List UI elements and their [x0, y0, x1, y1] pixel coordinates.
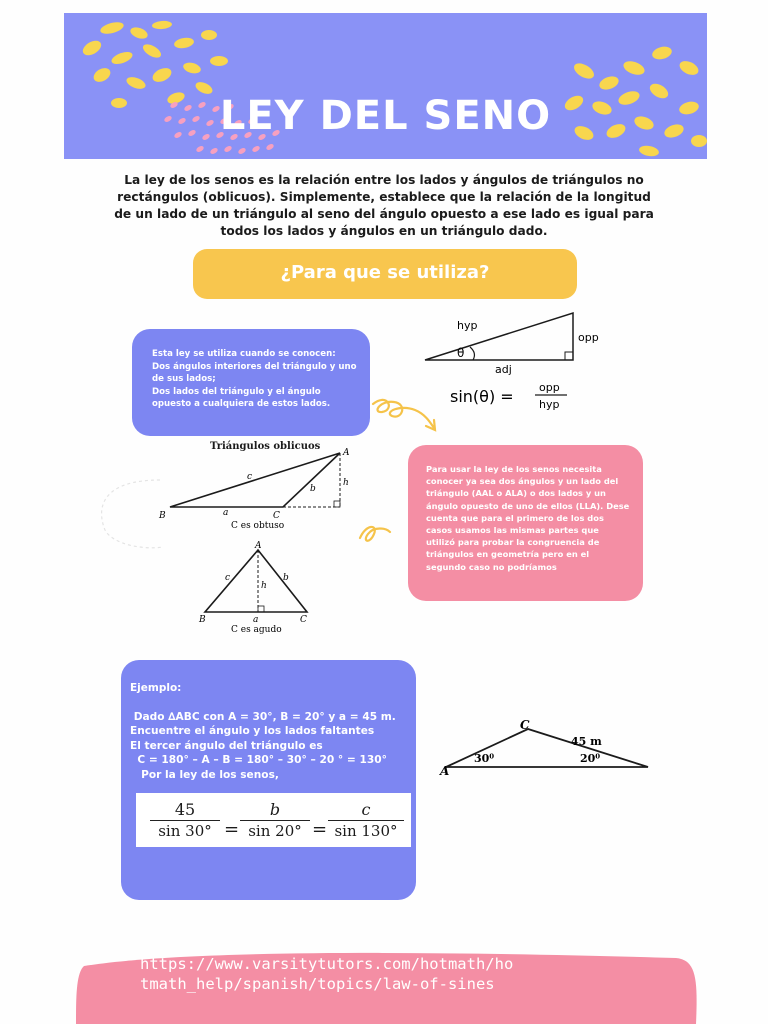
acute-vertex-a: A	[255, 541, 262, 551]
source-url[interactable]	[140, 954, 570, 994]
page-title: LEY DEL SENO	[219, 93, 552, 139]
fraction-3-num: c	[328, 800, 404, 821]
header-banner	[64, 13, 707, 159]
need-card-text: Para usar la ley de los senos necesita conocer ya sea dos ángulos y un lado del triángulo (AAL o ALA) o dos lados y un ángulo opuesto de uno de ellos (LLA). Dese cuenta que para el primero de los dos casos usamos las mismas partes que utilizó para probar la congruencia de triángulos en geometría pero en el segundo caso no podríamos	[426, 464, 630, 572]
example-side-label: 45 m	[571, 735, 602, 748]
intro-paragraph: La ley de los senos es la relación entre los lados y ángulos de triángulos no rectángulos (oblicuos). Simplemente, establece que la relación de la longitud de un lado de un triángulo al seno del ángulo opuesto a ese lado es igual para todos los lados y ángulos en un triángulo dado.	[114, 173, 654, 238]
obtuse-triangle-diagram	[155, 445, 365, 540]
obtuse-vertex-c: C	[273, 511, 280, 521]
sin-formula-den: hyp	[539, 398, 560, 411]
obtuse-side-a: a	[223, 508, 229, 518]
decorative-arc	[85, 475, 165, 555]
fraction-2	[240, 800, 310, 840]
obtuse-height-h: h	[343, 478, 349, 488]
obtuse-vertex-b: B	[159, 511, 166, 521]
obtuse-side-b: b	[310, 484, 316, 494]
example-angle-b: 20⁰	[580, 752, 601, 765]
fraction-3-den: sin 130°	[334, 822, 398, 840]
obtuse-label: C es obtuso	[231, 521, 285, 531]
equals-sign-2: =	[312, 819, 328, 840]
adj-label: adj	[495, 363, 512, 376]
acute-side-a: a	[253, 615, 259, 625]
fraction-1-num: 45	[150, 800, 220, 821]
sin-formula-lhs: sin(θ) =	[450, 387, 514, 406]
fraction-1-den: sin 30°	[158, 822, 212, 840]
acute-side-b: b	[283, 573, 289, 583]
source-url-line-1[interactable]: https://www.varsitytutors.com/hotmath/ho	[140, 955, 514, 973]
hyp-label: hyp	[457, 319, 478, 332]
fraction-1	[150, 800, 220, 840]
oblique-caption: Triángulos oblicuos	[210, 441, 321, 452]
acute-height-h: h	[261, 581, 267, 591]
equals-sign-1: =	[224, 819, 240, 840]
source-url-line-2[interactable]: tmath_help/spanish/topics/law-of-sines	[140, 975, 495, 993]
section-heading: ¿Para que se utiliza?	[280, 262, 490, 283]
fraction-2-den: sin 20°	[248, 822, 302, 840]
acute-triangle-diagram	[195, 540, 325, 635]
example-vertex-a: A	[440, 764, 450, 778]
fraction-3	[328, 800, 404, 840]
obtuse-side-c: c	[247, 472, 253, 482]
example-angle-a: 30⁰	[474, 752, 495, 765]
squiggle-arrow-icon	[370, 392, 445, 437]
example-vertex-c: C	[520, 718, 530, 732]
fraction-2-num: b	[240, 800, 310, 821]
obtuse-vertex-a: A	[343, 448, 350, 458]
example-text: Dado ∆ABC con A = 30°, B = 20° y a = 45 m. Encuentre el ángulo y los lados faltantes El tercer ángulo del triángulo es C = 180° – A – B = 180° – 30° – 20 ° = 130° Por la ley de los senos,	[130, 711, 396, 781]
uses-card-text: Esta ley se utiliza cuando se conocen: Dos ángulos interiores del triángulo y uno de sus lados; Dos lados del triángulo y el ángulo opuesto a cualquiera de estos lados.	[152, 349, 357, 409]
acute-side-c: c	[225, 573, 231, 583]
acute-vertex-c: C	[300, 615, 307, 625]
sin-formula-num: opp	[539, 381, 560, 394]
right-triangle-diagram	[415, 305, 615, 415]
acute-vertex-b: B	[199, 615, 206, 625]
opp-label: opp	[578, 331, 599, 344]
theta-label: θ	[457, 346, 465, 360]
example-triangle-diagram	[438, 715, 658, 780]
example-title: Ejemplo:	[130, 682, 182, 694]
acute-label: C es agudo	[231, 625, 282, 635]
